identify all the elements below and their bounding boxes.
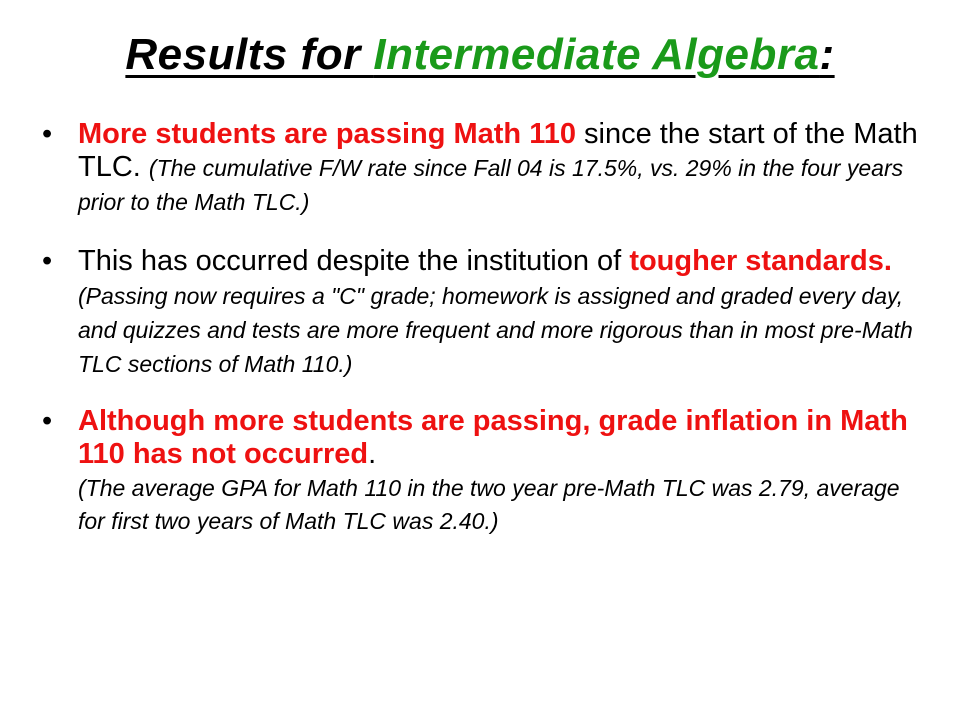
bullet-marker: • (42, 405, 53, 437)
bullet-emphasis: More students are passing Math 110 (78, 118, 576, 150)
title-highlight: Intermediate Algebra (373, 30, 820, 79)
bullet-note: (The cumulative F/W rate since Fall 04 is 17.5%, vs. 29% in the four years prior to the Math TLC.) (78, 155, 904, 215)
bullet-text: . (368, 438, 377, 470)
bullet-text: since the start of the Math TLC. (78, 118, 918, 183)
bullet-emphasis: tougher standards. (629, 245, 892, 277)
bullet-text: This has occurred despite the institution of (78, 245, 630, 277)
bullet-item-passing (40, 118, 930, 219)
bullet-note: (The average GPA for Math 110 in the two year pre-Math TLC was 2.79, average for first two years of Math TLC was 2.40.) (78, 475, 900, 534)
bullet-item-standards (40, 245, 930, 381)
title-prefix: Results for (125, 30, 374, 79)
slide-title (0, 30, 960, 80)
bullet-marker: • (42, 245, 53, 277)
bullet-list (40, 118, 930, 559)
bullet-emphasis: Although more students are passing, grade inflation in Math 110 has not occurred (78, 405, 908, 470)
bullet-note: (Passing now requires a "C" grade; homework is assigned and graded every day, and quizzes and tests are more frequent and more rigorous than in most pre-Math TLC sections of Math 110.) (78, 283, 913, 377)
title-suffix: : (819, 30, 835, 79)
bullet-item-grade-inflation (40, 405, 930, 537)
bullet-marker: • (42, 118, 53, 150)
